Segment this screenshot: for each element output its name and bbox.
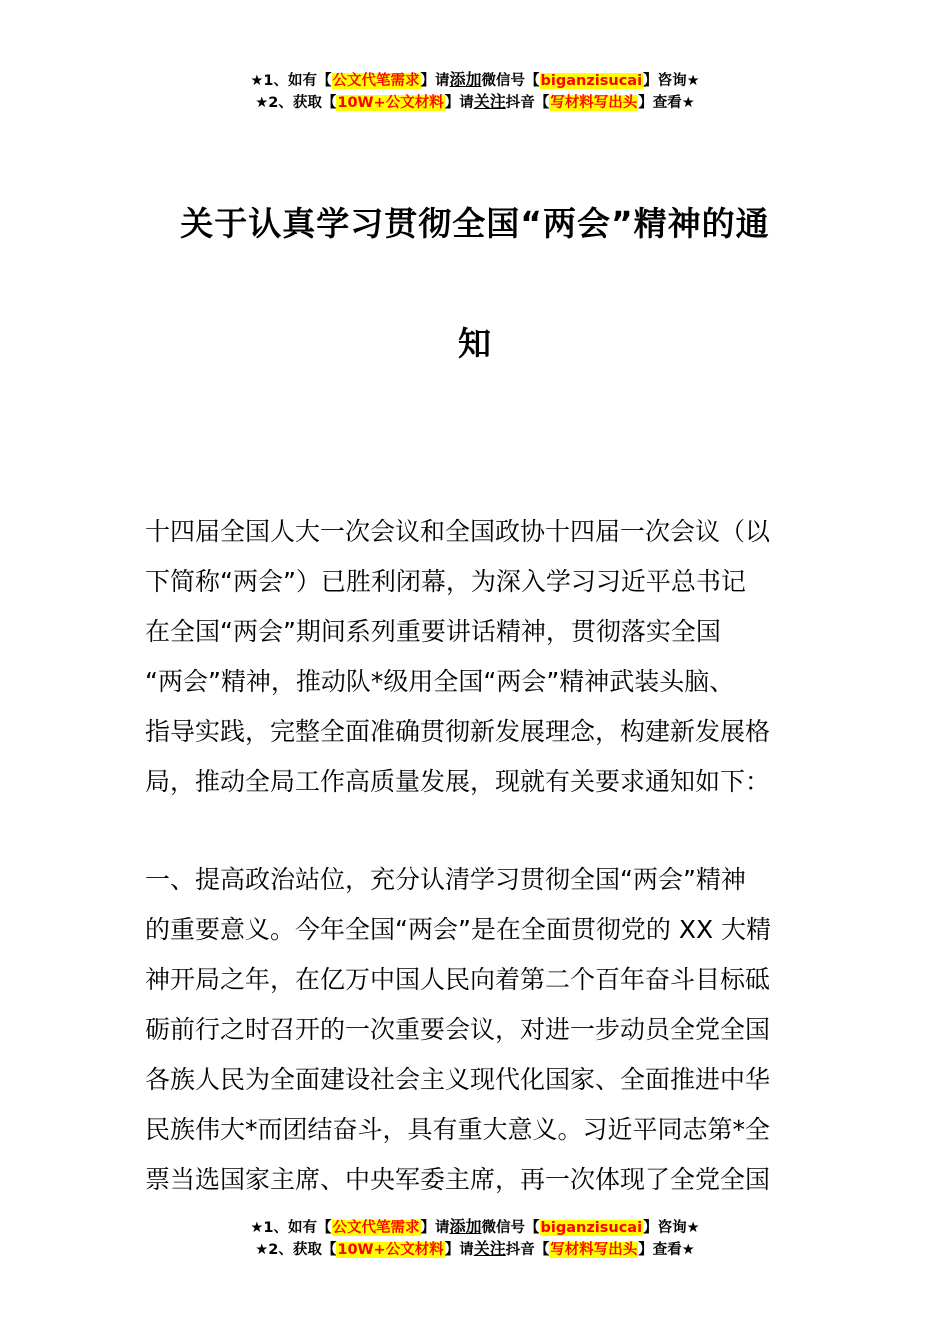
banner-text: 】请 <box>420 1220 450 1236</box>
banner-text: 微信号【 <box>481 73 540 89</box>
highlight-service: 公文代笔需求 <box>332 73 420 89</box>
banner-text: 】请 <box>444 95 474 111</box>
paragraph-line: 在全国“两会”期间系列重要讲话精神，贯彻落实全国 <box>145 617 721 646</box>
banner-text: 】请 <box>444 1242 474 1258</box>
paragraph-line: 一、提高政治站位，充分认清学习贯彻全国“两会”精神 <box>145 865 746 894</box>
banner-text: ★1、如有【 <box>250 73 332 89</box>
highlight-douyin: 写材料写出头 <box>550 1242 638 1258</box>
paragraph-line: 十四届全国人大一次会议和全国政协十四届一次会议（以 <box>145 517 771 546</box>
banner-emphasis: 添加 <box>449 1217 482 1236</box>
banner-line-1 <box>0 69 950 91</box>
document-title-line-2: 知 <box>458 324 492 363</box>
paragraph-line: 神开局之年，在亿万中国人民向着第二个百年奋斗目标砥 <box>145 965 771 994</box>
paragraph-line: 民族伟大*而团结奋斗，具有重大意义。习近平同志第*全 <box>145 1115 771 1144</box>
banner-line-2 <box>0 1238 950 1260</box>
paragraph-line: 局，推动全局工作高质量发展，现就有关要求通知如下： <box>145 767 771 796</box>
banner-emphasis: 关注 <box>473 1239 506 1258</box>
section-one-paragraph <box>145 855 810 1205</box>
banner-text: 】查看★ <box>638 1242 695 1258</box>
highlight-wechat-id: biganzisucai <box>540 1220 643 1236</box>
paragraph-line: 票当选国家主席、中央军委主席，再一次体现了全党全国 <box>145 1165 771 1194</box>
highlight-materials: 10W+公文材料 <box>337 95 444 111</box>
highlight-douyin: 写材料写出头 <box>550 95 638 111</box>
banner-text: 】查看★ <box>638 95 695 111</box>
banner-emphasis: 添加 <box>449 70 482 89</box>
footer-banner <box>0 1216 950 1260</box>
intro-paragraph <box>145 507 810 807</box>
paragraph-line: 各族人民为全面建设社会主义现代化国家、全面推进中华 <box>145 1065 771 1094</box>
highlight-materials: 10W+公文材料 <box>337 1242 444 1258</box>
banner-text: ★2、获取【 <box>255 95 337 111</box>
paragraph-line: 指导实践，完整全面准确贯彻新发展理念，构建新发展格 <box>145 717 771 746</box>
banner-text: 抖音【 <box>505 95 550 111</box>
banner-text: 】请 <box>420 73 450 89</box>
banner-text: ★2、获取【 <box>255 1242 337 1258</box>
banner-text: 抖音【 <box>505 1242 550 1258</box>
highlight-wechat-id: biganzisucai <box>540 73 643 89</box>
paragraph-line: 下简称“两会”）已胜利闭幕，为深入学习习近平总书记 <box>145 567 746 596</box>
banner-line-2 <box>0 91 950 113</box>
banner-text: 】咨询★ <box>643 1220 700 1236</box>
paragraph-line: 砺前行之时召开的一次重要会议，对进一步动员全党全国 <box>145 1015 771 1044</box>
banner-emphasis: 关注 <box>473 92 506 111</box>
banner-line-1 <box>0 1216 950 1238</box>
highlight-service: 公文代笔需求 <box>332 1220 420 1236</box>
banner-text: ★1、如有【 <box>250 1220 332 1236</box>
banner-text: 微信号【 <box>481 1220 540 1236</box>
paragraph-line: “两会”精神，推动队*级用全国“两会”精神武装头脑、 <box>145 667 735 696</box>
header-banner <box>0 69 950 113</box>
banner-text: 】咨询★ <box>643 73 700 89</box>
document-title-line-1: 关于认真学习贯彻全国“两会”精神的通 <box>180 204 770 243</box>
paragraph-line: 的重要意义。今年全国“两会”是在全面贯彻党的 XX 大精 <box>145 915 772 944</box>
